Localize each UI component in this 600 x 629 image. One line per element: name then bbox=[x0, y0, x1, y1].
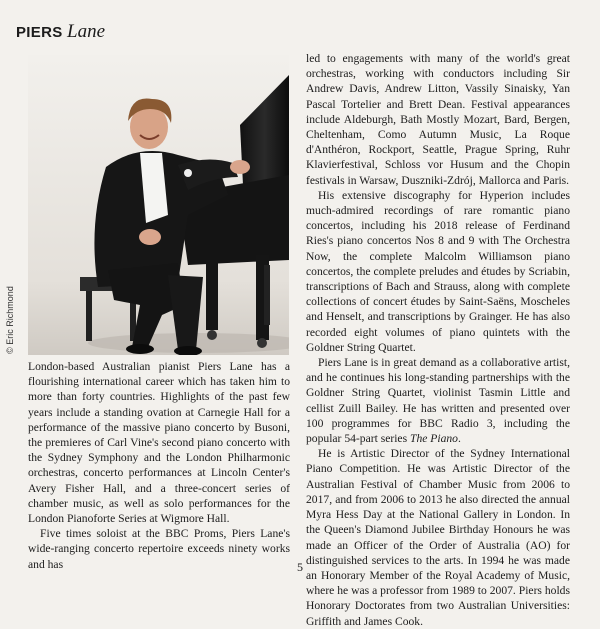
paragraph: He is Artistic Director of the Sydney International Piano Competition. He was Artistic Director of the Australian Festival of Chamber Music from 2006 to 2017, and from 2006 to 2013 he also directed the annual Myra Hess Day at the National Gallery in London. In the Queen's Diamond Jubilee Birthday Honours he was made an Officer of the Order of Australia (AO) for distinguished services to the arts. In 1994 he was made an Honorary Member of the Royal Academy of Music, where he was a professor from 1989 to 2007. Piers holds Honorary Doctorates from two Australian Universities: Griffith and James Cook. bbox=[306, 447, 570, 628]
paragraph-text: Piers Lane is in great demand as a collaborative artist, and he continues his long-standing partnerships with the Goldner String Quartet, violinist Tasmin Little and cellist Zuill Bailey. He has written and presented over 100 programmes for BBC Radio 3, including the popular 54-part series bbox=[306, 356, 570, 446]
left-column bbox=[28, 359, 290, 572]
title-last-name: Lane bbox=[67, 21, 106, 42]
series-title: The Piano bbox=[410, 432, 458, 446]
paragraph: London-based Australian pianist Piers Lane has a flourishing international career which has taken him to more than forty countries. Highlights of the past few years include a standing ovation at Carnegie Hall for a performance of the massive piano concerto by Busoni, the premieres of Carl Vine's second piano concerto with the Sydney Symphony and the London Philharmonic orchestras, concerto performances at Lincoln Center's Avery Fisher Hall, and a three-concert series of chamber music, as well as solo performances for the London Pianoforte Series at Wigmore Hall. bbox=[28, 360, 290, 526]
photo-credit: © Eric Richmond bbox=[5, 286, 15, 354]
portrait-illustration bbox=[28, 55, 289, 355]
paragraph-end: . bbox=[457, 432, 461, 446]
paragraph: led to engagements with many of the world's great orchestras, working with conductors including Sir Andrew Davis, Andrew Litton, Vassily Sinaisky, Yan Pascal Tortelier and Brett Dean. Festival appearances include Aldeburgh, Bath Mostly Mozart, Bard, Bergen, Cheltenham, Como Autumn Music, La Roque d'Anthéron, Rockport, Seattle, Prague Spring, Ruhr Klavierfestival, Schloss vor Husum and the Chopin festivals in Warsaw, Duszniki-Zdrój, Mallorca and Paris. bbox=[306, 52, 570, 187]
paragraph: Five times soloist at the BBC Proms, Piers Lane's wide-ranging concerto repertoire exceeds ninety works and has bbox=[28, 527, 290, 571]
right-column bbox=[306, 51, 570, 629]
page-title bbox=[16, 20, 105, 44]
paragraph: His extensive discography for Hyperion includes much-admired recordings of rare romantic piano concertos, including his 2018 release of Ferdinand Ries's piano concertos Nos 8 and 9 with The Orchestra Now, the complete Malcolm Williamson piano concertos, the complete preludes and études by Scriabin, transcriptions of Bach and Strauss, along with complete collections of concert études by Saint-Saëns, Moscheles and Henselt, and transcriptions by Grainger. He has also recorded eight volumes of piano quintets with the Goldner String Quartet. bbox=[306, 188, 570, 354]
portrait-photo bbox=[28, 55, 289, 355]
paragraph bbox=[306, 355, 570, 446]
page-number: 5 bbox=[297, 560, 303, 574]
title-first-name: PIERS bbox=[16, 24, 63, 41]
